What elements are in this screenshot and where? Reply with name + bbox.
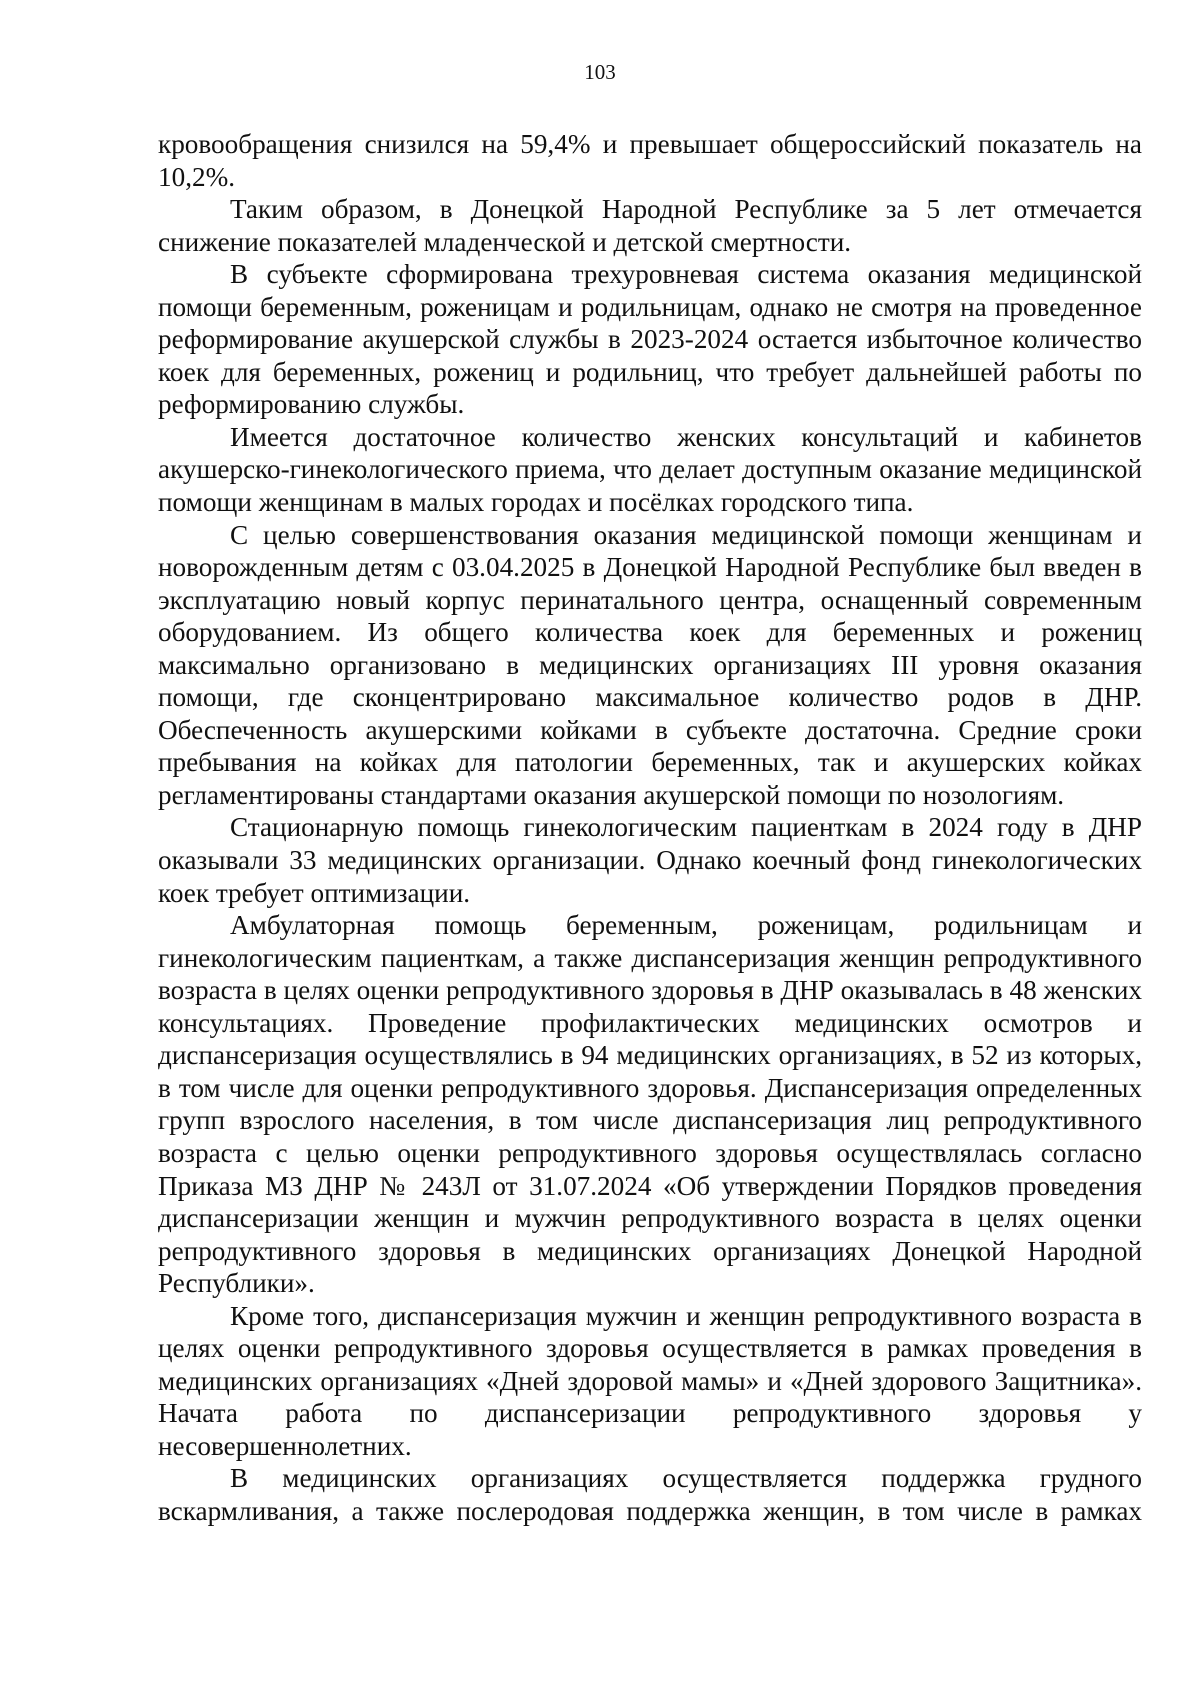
paragraph-continuation: кровообращения снизился на 59,4% и превышает общероссийский показатель на 10,2%. [158,129,1142,192]
paragraph-mortality-summary: Таким образом, в Донецкой Народной Республике за 5 лет отмечается снижение показателей младенческой и детской смертности. [158,194,1142,257]
paragraph-womens-consultations: Имеется достаточное количество женских консультаций и кабинетов акушерско-гинекологического приема, что делает доступным оказание медицинской помощи женщинам в малых городах и посёлках городского типа. [158,421,1142,518]
paragraph-perinatal-center: С целью совершенствования оказания медицинской помощи женщинам и новорожденным детям с 03.04.2025 в Донецкой Народной Республике был введен в эксплуатацию новый корпус перинатального центра, оснащенный современным оборудованием. Из общего количества коек для беременных и рожениц максимально организовано в медицинских организациях III уровня оказания помощи, где сконцентрировано максимальное количество родов в ДНР. Обеспеченность акушерскими койками в субъекте достаточна. Средние сроки пребывания на койках для патологии беременных, так и акушерских койках регламентированы стандартами оказания акушерской помощи по нозологиям. [158,519,1142,810]
paragraph-outpatient-care: Амбулаторная помощь беременным, роженицам, родильницам и гинекологическим пациенткам, а также диспансеризация женщин репродуктивного возраста в целях оценки репродуктивного здоровья в ДНР оказывалась в 48 женских консультациях. Проведение профилактических медицинских осмотров и диспансеризация осуществлялись в 94 медицинских организациях, в 52 из которых, в том числе для оценки репродуктивного здоровья. Диспансеризация определенных групп взрослого населения, в том числе диспансеризация лиц репродуктивного возраста с целью оценки репродуктивного здоровья осуществлялась согласно Приказа МЗ ДНР № 243Л от 31.07.2024 «Об утверждении Порядков проведения диспансеризации женщин и мужчин репродуктивного возраста в целях оценки репродуктивного здоровья в медицинских организациях Донецкой Народной Республики». [158,910,1142,1299]
paragraph-breastfeeding-support: В медицинских организациях осуществляется поддержка грудного вскармливания, а также послеродовая поддержка женщин, в том числе в рамках [158,1463,1142,1526]
paragraph-dispensary-examination: Кроме того, диспансеризация мужчин и женщин репродуктивного возраста в целях оценки репродуктивного здоровья осуществляется в рамках проведения в медицинских организациях «Дней здоровой мамы» и «Дней здорового Защитника». Начата работа по диспансеризации репродуктивного здоровья у несовершеннолетних. [158,1300,1142,1461]
paragraph-inpatient-gynecology: Стационарную помощь гинекологическим пациенткам в 2024 году в ДНР оказывали 33 медицинских организации. Однако коечный фонд гинекологических коек требует оптимизации. [158,812,1142,908]
paragraph-three-level-system: В субъекте сформирована трехуровневая система оказания медицинской помощи беременным, роженицам и родильницам, однако не смотря на проведенное реформирование акушерской службы в 2023-2024 остается избыточное количество коек для беременных, рожениц и родильниц, что требует дальнейшей работы по реформированию службы. [158,259,1142,420]
document-body [158,128,1142,1528]
page-number: 103 [584,60,616,84]
